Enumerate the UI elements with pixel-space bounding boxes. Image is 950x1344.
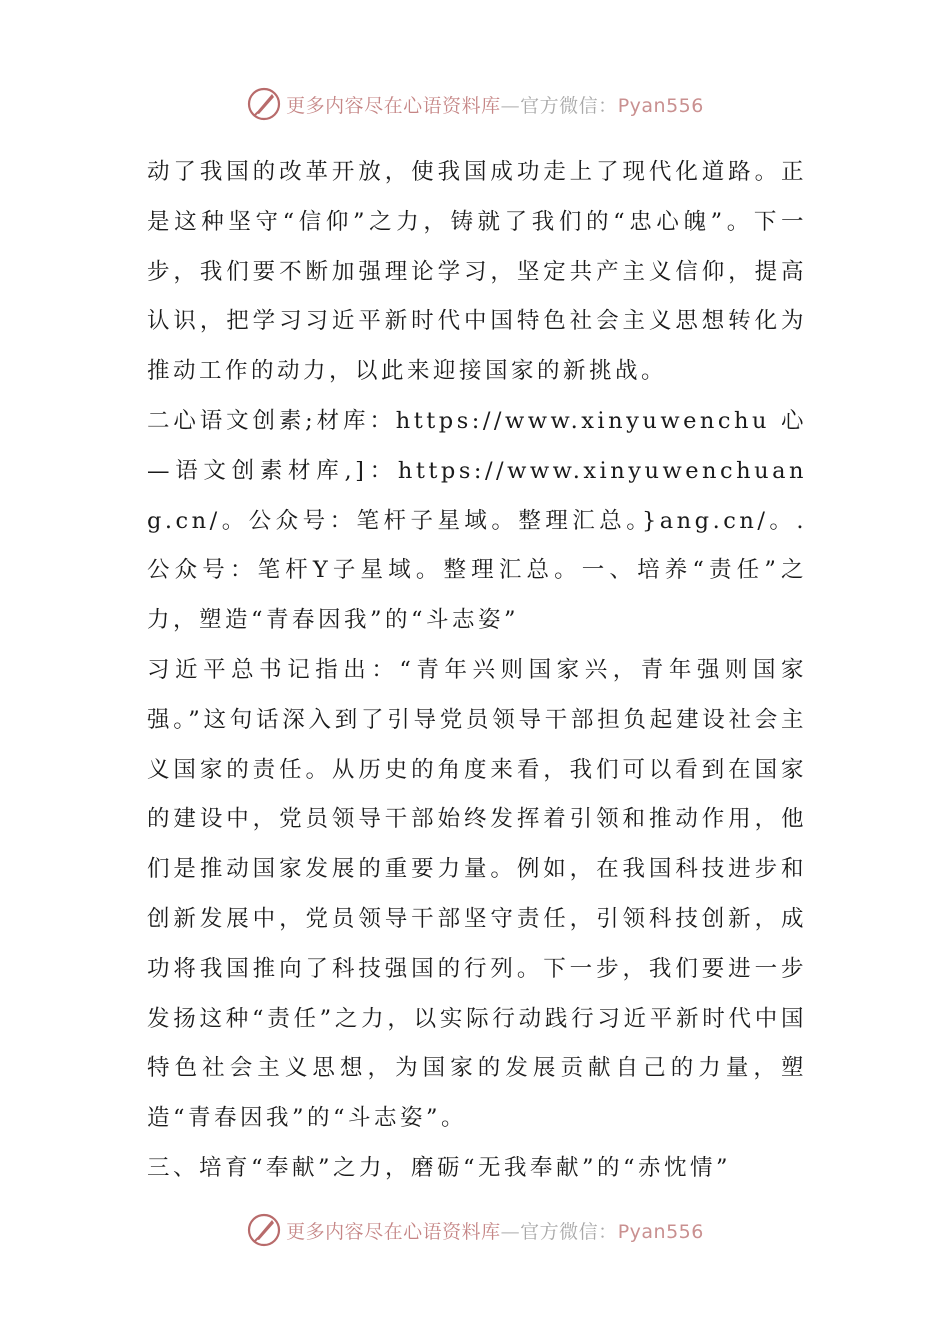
paragraph-2: 二心语文创素;材库：https://www.xinyuwenchu 心—语文创素材库,]：https://www.xinyuwenchuang.cn/。公众号：笔杆子星域。整理汇总。}ang.cn/。.公众号：笔杆Y子星域。整理汇总。一、培养“责任”之力，塑造“青春因我”的“斗志姿” [147, 407, 807, 634]
watermark-wechat-label: 官方微信： [520, 1220, 618, 1243]
watermark-wechat-id: Pyan556 [617, 94, 704, 117]
footer-watermark [0, 1210, 950, 1250]
quill-logo-icon [246, 1212, 282, 1248]
watermark-brand: 更多内容尽在心语资料库 [286, 1220, 501, 1243]
watermark-separator: — [500, 1220, 521, 1243]
paragraph-4-heading: 三、培育“奉献”之力，磨砺“无我奉献”的“赤忱情” [147, 1154, 732, 1181]
watermark-wechat-id: Pyan556 [617, 1220, 704, 1243]
watermark-brand: 更多内容尽在心语资料库 [286, 94, 501, 117]
document-body [147, 148, 807, 1194]
watermark-wechat-label: 官方微信： [520, 94, 618, 117]
watermark-separator: — [500, 94, 521, 117]
header-watermark [0, 84, 950, 124]
quill-logo-icon [246, 86, 282, 122]
paragraph-1: 动了我国的改革开放，使我国成功走上了现代化道路。正是这种坚守“信仰”之力，铸就了我们的“忠心魄”。下一步，我们要不断加强理论学习，坚定共产主义信仰，提高认识，把学习习近平新时代中国特色社会主义思想转化为推动工作的动力，以此来迎接国家的新挑战。 [147, 159, 807, 385]
paragraph-3: 习近平总书记指出：“青年兴则国家兴，青年强则国家强。”这句话深入到了引导党员领导干部担负起建设社会主义国家的责任。从历史的角度来看，我们可以看到在国家的建设中，党员领导干部始终发挥着引领和推动作用，他们是推动国家发展的重要力量。例如，在我国科技进步和创新发展中，党员领导干部坚守责任，引领科技创新，成功将我国推向了科技强国的行列。下一步，我们要进一步发扬这种“责任”之力，以实际行动践行习近平新时代中国特色社会主义思想，为国家的发展贡献自己的力量，塑造“青春因我”的“斗志姿”。 [147, 656, 807, 1132]
watermark-text [286, 91, 704, 118]
watermark-text [286, 1217, 704, 1244]
